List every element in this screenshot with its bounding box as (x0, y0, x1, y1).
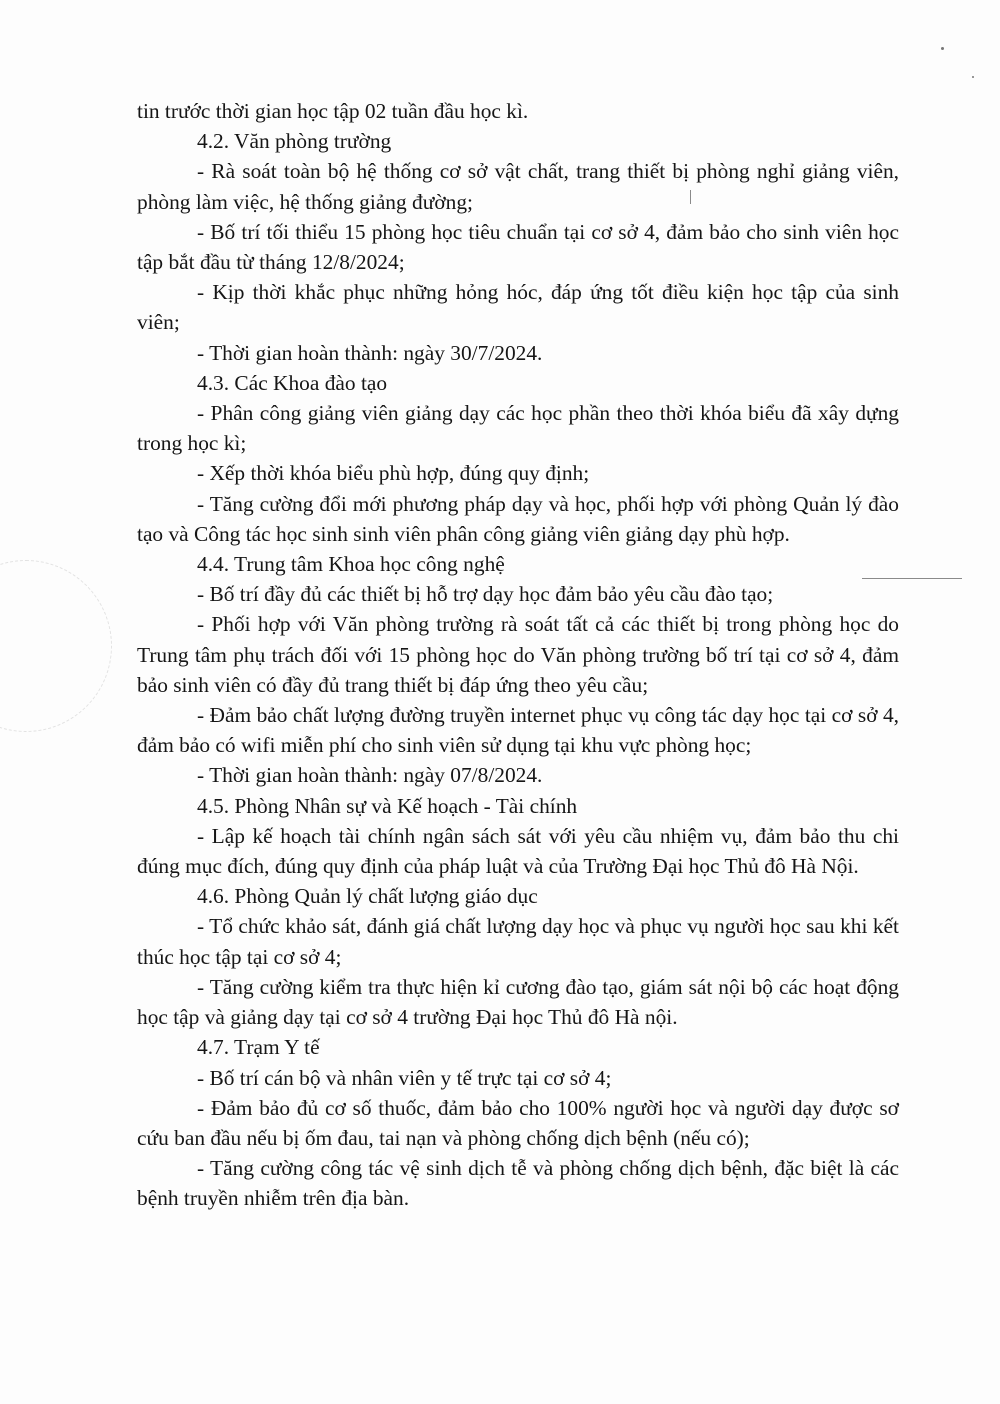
bullet-item: - Tăng cường công tác vệ sinh dịch tễ và phòng chống dịch bệnh, đặc biệt là các bệnh truyền nhiễm trên địa bàn. (137, 1156, 899, 1211)
section-heading-4-3: 4.3. Các Khoa đào tạo (197, 370, 388, 395)
section-heading-4-6: 4.6. Phòng Quản lý chất lượng giáo dục (197, 884, 538, 909)
bullet-item: - Kịp thời khắc phục những hỏng hóc, đáp ứng tốt điều kiện học tập của sinh viên; (137, 280, 899, 335)
section-heading-4-5: 4.5. Phòng Nhân sự và Kế hoạch - Tài chính (197, 793, 578, 818)
section-heading-4-7: 4.7. Trạm Y tế (197, 1035, 320, 1060)
bullet-item: - Bố trí cán bộ và nhân viên y tế trực tại cơ sở 4; (197, 1065, 612, 1090)
bullet-item: - Lập kế hoạch tài chính ngân sách sát với yêu cầu nhiệm vụ, đảm bảo thu chi đúng mục đích, đúng quy định của pháp luật và của Trường Đại học Thủ đô Hà Nội. (137, 823, 899, 879)
faint-stamp-trace (0, 560, 112, 732)
bullet-item: - Rà soát toàn bộ hệ thống cơ sở vật chất, trang thiết bị phòng nghỉ giảng viên, phòng làm việc, hệ thống giảng đường; (137, 159, 899, 214)
bullet-item: - Bố trí tối thiểu 15 phòng học tiêu chuẩn tại cơ sở 4, đảm bảo cho sinh viên học tập bắt đầu từ tháng 12/8/2024; (137, 219, 899, 275)
bullet-item: - Phân công giảng viên giảng dạy các học phần theo thời khóa biểu đã xây dựng trong học kì; (137, 401, 899, 456)
section-heading-4-2: 4.2. Văn phòng trường (197, 129, 392, 154)
scan-speck (972, 76, 974, 78)
bullet-item: - Thời gian hoàn thành: ngày 30/7/2024. (197, 340, 543, 365)
bullet-item: - Bố trí đầy đủ các thiết bị hỗ trợ dạy học đảm bảo yêu cầu đào tạo; (197, 582, 774, 607)
bullet-item: - Đảm bảo đủ cơ số thuốc, đảm bảo cho 100% người học và người dạy được sơ cứu ban đầu nếu bị ốm đau, tai nạn và phòng chống dịch bệnh (nếu có); (137, 1095, 899, 1150)
bullet-item: - Thời gian hoàn thành: ngày 07/8/2024. (197, 763, 543, 788)
bullet-item: - Tăng cường kiểm tra thực hiện kỉ cương đào tạo, giám sát nội bộ các hoạt động học tập và giảng dạy tại cơ sở 4 trường Đại học Thủ đô Hà nội. (137, 974, 899, 1030)
bullet-item: - Đảm bảo chất lượng đường truyền internet phục vụ công tác dạy học tại cơ sở 4, đảm bảo có wifi miễn phí cho sinh viên sử dụng tại khu vực phòng học; (137, 703, 899, 758)
paragraph-continuation: tin trước thời gian học tập 02 tuần đầu học kì. (137, 99, 529, 123)
document-body (137, 96, 899, 1214)
bullet-item: - Xếp thời khóa biểu phù hợp, đúng quy định; (197, 461, 590, 486)
scan-speck (941, 47, 944, 50)
bullet-item: - Tăng cường đổi mới phương pháp dạy và học, phối hợp với phòng Quản lý đào tạo và Công tác học sinh sinh viên phân công giảng viên giảng dạy phù hợp. (137, 491, 899, 546)
bullet-item: - Phối hợp với Văn phòng trường rà soát tất cả các thiết bị trong phòng học do Trung tâm phụ trách đối với 15 phòng học do Văn phòng trường bố trí tại cơ sở 4, đảm bảo sinh viên có đầy đủ trang thiết bị đáp ứng theo yêu cầu; (137, 612, 899, 697)
bullet-item: - Tổ chức khảo sát, đánh giá chất lượng dạy học và phục vụ người học sau khi kết thúc học tập tại cơ sở 4; (137, 914, 899, 969)
section-heading-4-4: 4.4. Trung tâm Khoa học công nghệ (197, 552, 505, 577)
